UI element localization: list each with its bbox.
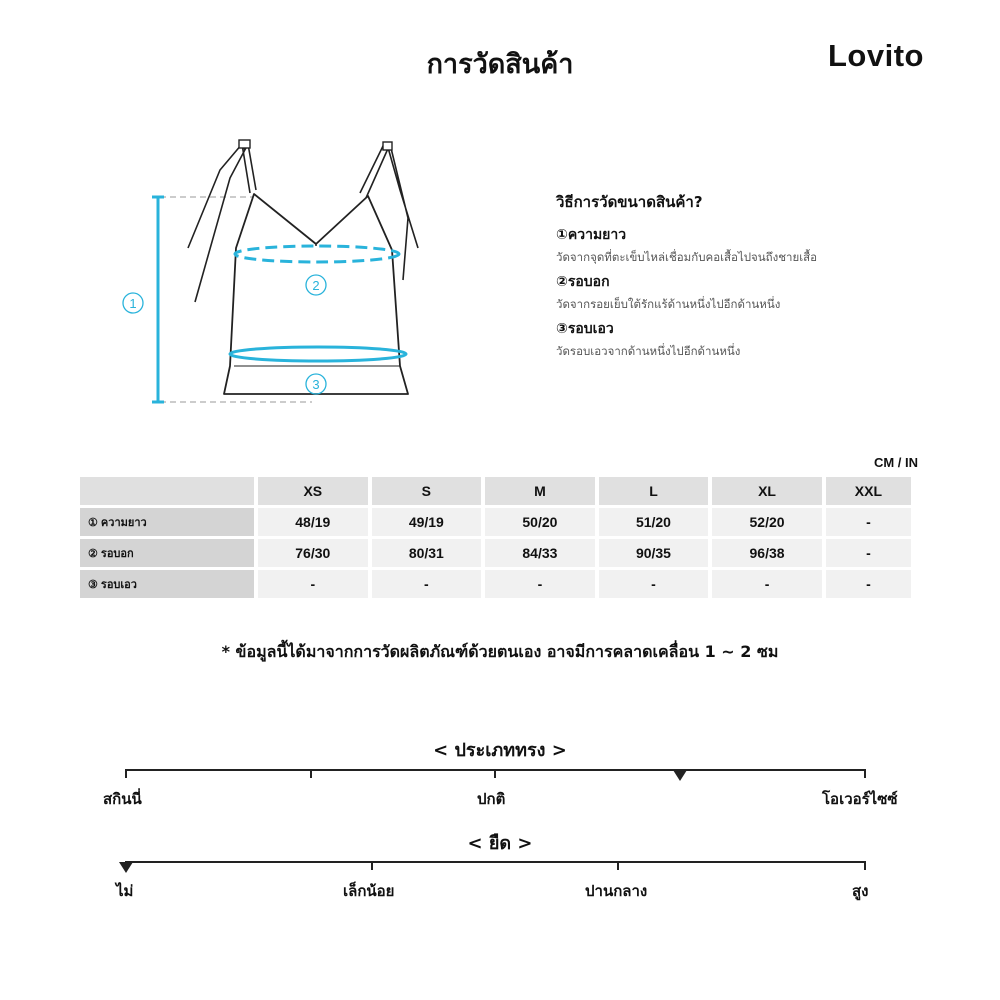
howto-item-waist [556,318,936,361]
how-to-heading: วิธีการวัดขนาดสินค้า? [556,193,703,211]
row-label: ① ความยาว [80,508,254,536]
stretch-scale-line [126,861,865,863]
fit-scale-tick [864,769,866,778]
size-header-m: M [485,477,595,505]
howto-item-desc: วัดรอบเอวจากด้านหนึ่งไปอีกด้านหนึ่ง [556,344,741,358]
table-cell: - [826,508,911,536]
howto-item-desc: วัดจากจุดที่ตะเข็บไหล่เชื่อมกับคอเสื้อไปจนถึงชายเสื้อ [556,250,818,264]
stretch-scale-tick [371,861,373,870]
table-cell: 51/20 [599,508,709,536]
howto-item-bust [556,271,936,314]
size-header-xs: XS [258,477,368,505]
howto-item-title: ③รอบเอว [556,321,614,337]
table-cell: - [826,539,911,567]
table-cell: 49/19 [372,508,482,536]
fit-scale-pointer [673,770,687,781]
stretch-scale-title: < ยืด > [467,833,533,854]
stretch-label-high: สูง [852,882,869,900]
table-cell: 80/31 [372,539,482,567]
table-cell: 90/35 [599,539,709,567]
table-row-length [80,508,911,536]
table-row-waist [80,570,911,598]
table-cell: - [258,570,368,598]
table-cell: 48/19 [258,508,368,536]
fit-label-oversize: โอเวอร์ไซซ์ [822,790,898,808]
size-header-xxl: XXL [826,477,911,505]
size-header-row [80,477,911,505]
fit-scale-tick [494,769,496,778]
stretch-scale-pointer [119,862,133,873]
garment-diagram [100,130,440,420]
size-header-l: L [599,477,709,505]
table-cell: - [372,570,482,598]
stretch-label-medium: ปานกลาง [585,882,648,900]
table-corner [80,477,254,505]
right-strap [360,144,390,198]
size-header-s: S [372,477,482,505]
how-to-measure-panel [556,190,936,365]
marker-2-label: 2 [312,278,320,293]
row-label: ③ รอบเอว [80,570,254,598]
stretch-label-slight: เล็กน้อย [343,882,395,900]
fit-scale-tick [125,769,127,778]
table-row-bust [80,539,911,567]
stretch-label-none: ไม่ [116,882,134,900]
size-header-xl: XL [712,477,822,505]
fit-scale-tick [310,769,312,778]
garment-body [224,194,408,394]
table-cell: 50/20 [485,508,595,536]
howto-item-desc: วัดจากรอยเย็บใต้รักแร้ด้านหนึ่งไปอีกด้านหนึ่ง [556,297,781,311]
table-cell: 76/30 [258,539,368,567]
fit-label-regular: ปกติ [477,790,506,808]
table-cell: 52/20 [712,508,822,536]
unit-label: CM / IN [873,455,918,470]
table-cell: - [712,570,822,598]
marker-1-label: 1 [129,296,137,311]
table-cell: 84/33 [485,539,595,567]
table-cell: 96/38 [712,539,822,567]
howto-item-length [556,224,936,267]
fit-scale-title: < ประเภททรง > [433,740,567,761]
table-cell: - [599,570,709,598]
row-label: ② รอบอก [80,539,254,567]
stretch-scale-tick [864,861,866,870]
howto-item-title: ②รอบอก [556,274,610,290]
marker-3-label: 3 [312,377,320,392]
table-cell: - [485,570,595,598]
brand-logo: Lovito [828,38,924,73]
fit-label-skinny: สกินนี่ [103,790,142,808]
page-title: การวัดสินค้า [426,49,574,80]
table-cell: - [826,570,911,598]
stretch-scale-tick [617,861,619,870]
size-table [76,474,915,601]
howto-item-title: ①ความยาว [556,227,627,243]
measurement-note: * ข้อมูลนี้ได้มาจากการวัดผลิตภัณฑ์ด้วยตนเอง อาจมีการคลาดเคลื่อน 1 ~ 2 ซม [221,642,779,661]
